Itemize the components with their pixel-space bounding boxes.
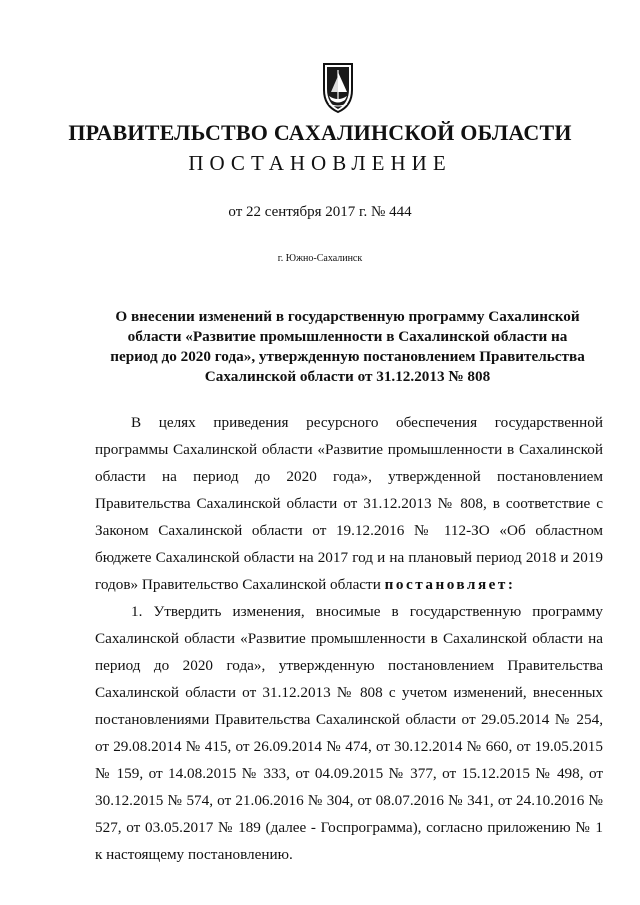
preamble-last-line (95, 575, 603, 595)
preamble-line: программы Сахалинской области «Развитие промышленности в Сахалинской (95, 441, 603, 458)
title-line: области «Развитие промышленности в Сахалинской области на (127, 328, 568, 345)
title-line: Сахалинской области от 31.12.2013 № 808 (204, 368, 491, 385)
item1-line: 527, от 03.05.2017 № 189 (далее - Госпрограмма), согласно приложению № 1 (95, 819, 603, 836)
item1-line: Сахалинской области от 31.12.2013 № 808 с учетом изменений, внесенных (95, 684, 603, 701)
resolution-date-number: от 22 сентября 2017 г. № 444 (228, 204, 412, 220)
preamble-last-text: годов» Правительство Сахалинской области (95, 576, 381, 593)
preamble-line: В целях приведения ресурсного обеспечения государственной (131, 414, 603, 431)
item1-line: постановлениями Правительства Сахалинской области от 29.05.2014 № 254, (95, 711, 603, 728)
decree-word: постановляет: (384, 576, 516, 593)
city-name: г. Южно-Сахалинск (277, 253, 363, 264)
title-line: О внесении изменений в государственную программу Сахалинской (115, 308, 580, 325)
item1-line: период до 2020 года», утвержденную постановлением Правительства (95, 657, 603, 674)
preamble-line: области на период до 2020 года», утвержденной постановлением (95, 468, 603, 485)
item1-line: 1. Утвердить изменения, вносимые в государственную программу (131, 603, 603, 620)
item1-line: к настоящему постановлению. (95, 846, 293, 863)
item1-line: от 29.08.2014 № 415, от 26.09.2014 № 474, от 30.12.2014 № 660, от 19.05.2015 (95, 738, 603, 755)
sakhalin-coat-of-arms-icon (318, 60, 358, 114)
document-title (95, 307, 600, 387)
preamble-line: Законом Сахалинской области от 19.12.2016 № 112-ЗО «Об областном (95, 522, 603, 539)
resolution-heading: ПОСТАНОВЛЕНИЕ (188, 151, 452, 175)
title-line: период до 2020 года», утвержденную постановлением Правительства (110, 348, 585, 365)
item1-line: 30.12.2015 № 574, от 21.06.2016 № 304, от 08.07.2016 № 341, от 24.10.2016 № (95, 792, 603, 809)
item1-line: № 159, от 14.08.2015 № 333, от 04.09.2015 № 377, от 15.12.2015 № 498, от (95, 765, 603, 782)
preamble-line: Правительства Сахалинской области от 31.12.2013 № 808, в соответствие с (95, 495, 603, 512)
government-title: ПРАВИТЕЛЬСТВО САХАЛИНСКОЙ ОБЛАСТИ (68, 120, 572, 145)
item1-line: Сахалинской области «Развитие промышленности в Сахалинской области на (95, 630, 603, 647)
preamble-line: бюджете Сахалинской области на 2017 год и на плановый период 2018 и 2019 (95, 549, 603, 566)
